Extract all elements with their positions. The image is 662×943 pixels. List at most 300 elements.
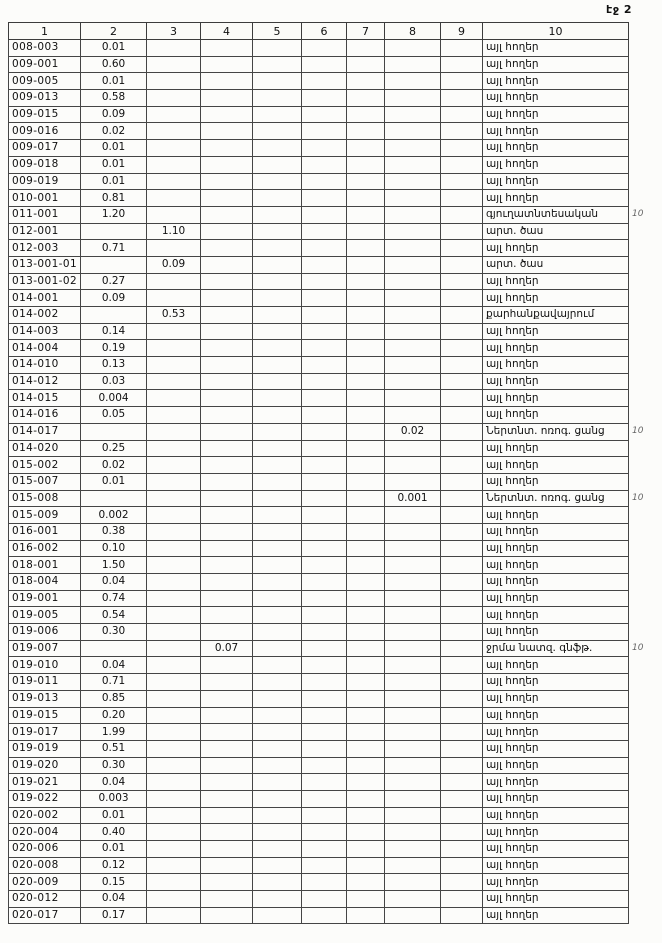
empty-cell [201,56,253,73]
area-value-cell: 0.54 [81,607,147,624]
land-parcel-table [8,22,655,924]
empty-cell [441,323,483,340]
empty-cell [201,807,253,824]
area-value-cell: 0.60 [81,56,147,73]
empty-cell [302,240,347,257]
empty-cell [385,123,441,140]
empty-cell [201,206,253,223]
empty-cell [201,357,253,374]
empty-cell [302,824,347,841]
area-value-cell: 0.17 [81,907,147,924]
margin-note [629,123,655,140]
area-value-cell: 0.004 [81,390,147,407]
empty-cell [385,574,441,591]
land-type-label-cell: այլ հողեր [483,73,629,90]
empty-cell [385,273,441,290]
parcel-code-cell: 014-010 [9,357,81,374]
empty-cell [385,206,441,223]
empty-cell [441,874,483,891]
empty-cell [441,790,483,807]
table-row [9,574,655,591]
empty-cell [147,574,201,591]
empty-cell [201,73,253,90]
empty-cell [441,206,483,223]
empty-cell [302,891,347,908]
empty-cell [253,540,302,557]
land-type-label-cell: այլ հողեր [483,507,629,524]
empty-cell [441,824,483,841]
empty-cell [302,123,347,140]
empty-cell [441,841,483,858]
table-row [9,557,655,574]
area-value-cell: 0.12 [81,857,147,874]
parcel-code-cell: 009-013 [9,90,81,107]
empty-cell [302,40,347,57]
empty-cell [147,90,201,107]
margin-note [629,574,655,591]
empty-cell [302,557,347,574]
empty-cell [441,56,483,73]
table-row [9,690,655,707]
empty-cell [347,807,385,824]
land-type-label-cell: այլ հողեր [483,674,629,691]
margin-note [629,724,655,741]
margin-note [629,790,655,807]
land-type-label-cell: արտ. ծաս [483,223,629,240]
empty-cell [385,307,441,324]
empty-cell [253,40,302,57]
table-row [9,90,655,107]
area-value-cell: 0.09 [147,256,201,273]
empty-cell [441,490,483,507]
empty-cell [347,657,385,674]
table-row [9,340,655,357]
parcel-code-cell: 020-009 [9,874,81,891]
table-row [9,774,655,791]
area-value-cell: 0.01 [81,841,147,858]
empty-cell [302,307,347,324]
empty-cell [441,557,483,574]
margin-note [629,624,655,641]
empty-cell [201,156,253,173]
area-value-cell: 0.15 [81,874,147,891]
empty-cell [253,757,302,774]
empty-cell [302,323,347,340]
empty-cell [147,557,201,574]
empty-cell [347,140,385,157]
parcel-code-cell: 019-001 [9,590,81,607]
empty-cell [441,624,483,641]
empty-cell [385,807,441,824]
empty-cell [441,574,483,591]
empty-cell [441,340,483,357]
area-value-cell: 0.001 [385,490,441,507]
margin-note [629,357,655,374]
empty-cell [201,857,253,874]
empty-cell [347,841,385,858]
empty-cell [441,724,483,741]
table-row [9,323,655,340]
empty-cell [385,874,441,891]
empty-cell [385,156,441,173]
empty-cell [147,323,201,340]
empty-cell [253,607,302,624]
parcel-code-cell: 013-001-02 [9,273,81,290]
land-type-label-cell: այլ հողեր [483,106,629,123]
empty-cell [302,190,347,207]
empty-cell [147,40,201,57]
empty-cell [302,690,347,707]
column-header: 3 [147,23,201,40]
empty-cell [201,40,253,57]
empty-cell [253,123,302,140]
empty-cell [385,457,441,474]
empty-cell [347,507,385,524]
parcel-code-cell: 009-005 [9,73,81,90]
land-type-label-cell: այլ հողեր [483,807,629,824]
empty-cell [201,173,253,190]
empty-cell [385,323,441,340]
area-value-cell: 0.20 [81,707,147,724]
empty-cell [441,757,483,774]
empty-cell [253,407,302,424]
empty-cell [201,607,253,624]
margin-note [629,340,655,357]
table-row [9,40,655,57]
empty-cell [147,891,201,908]
parcel-code-cell: 010-001 [9,190,81,207]
empty-cell [385,190,441,207]
empty-cell [147,674,201,691]
land-type-label-cell: այլ հողեր [483,574,629,591]
area-value-cell: 0.04 [81,657,147,674]
empty-cell [347,473,385,490]
empty-cell [441,123,483,140]
land-type-label-cell: քարհանքավայրում [483,307,629,324]
table-row [9,206,655,223]
empty-cell [253,106,302,123]
empty-cell [302,140,347,157]
empty-cell [147,340,201,357]
land-type-label-cell: այլ հողեր [483,390,629,407]
empty-cell [201,657,253,674]
land-type-label-cell: այլ հողեր [483,140,629,157]
area-value-cell: 0.30 [81,624,147,641]
empty-cell [201,457,253,474]
empty-cell [441,156,483,173]
column-header: 10 [483,23,629,40]
table-row [9,841,655,858]
margin-note [629,757,655,774]
parcel-code-cell: 019-019 [9,740,81,757]
parcel-code-cell: 020-006 [9,841,81,858]
empty-cell [347,457,385,474]
parcel-code-cell: 014-017 [9,423,81,440]
land-type-label-cell: այլ հողեր [483,874,629,891]
empty-cell [347,757,385,774]
land-type-label-cell: այլ հողեր [483,290,629,307]
margin-note [629,373,655,390]
land-type-label-cell: այլ հողեր [483,774,629,791]
empty-cell [147,757,201,774]
empty-cell [147,106,201,123]
empty-cell [441,390,483,407]
empty-cell [385,56,441,73]
empty-cell [441,373,483,390]
table-row [9,457,655,474]
empty-cell [385,440,441,457]
area-value-cell: 0.01 [81,140,147,157]
margin-note [629,106,655,123]
land-type-label-cell: Ներտնտ. ոռոգ. ցանց [483,490,629,507]
empty-cell [441,807,483,824]
area-value-cell: 0.14 [81,323,147,340]
margin-note [629,674,655,691]
empty-cell [253,423,302,440]
empty-cell [347,240,385,257]
empty-cell [147,707,201,724]
parcel-code-cell: 020-004 [9,824,81,841]
parcel-code-cell: 009-016 [9,123,81,140]
table-row [9,373,655,390]
empty-cell [347,907,385,924]
empty-cell [253,640,302,657]
table-row [9,590,655,607]
empty-cell [347,640,385,657]
empty-cell [201,106,253,123]
area-value-cell: 0.38 [81,523,147,540]
empty-cell [201,790,253,807]
empty-cell [441,423,483,440]
table-row [9,857,655,874]
empty-cell [347,373,385,390]
empty-cell [201,891,253,908]
land-type-label-cell: այլ հողեր [483,607,629,624]
empty-cell [302,407,347,424]
empty-cell [253,841,302,858]
parcel-code-cell: 014-004 [9,340,81,357]
empty-cell [347,223,385,240]
empty-cell [201,724,253,741]
empty-cell [385,824,441,841]
empty-cell [385,640,441,657]
parcel-code-cell: 009-015 [9,106,81,123]
empty-cell [147,123,201,140]
empty-cell [253,724,302,741]
empty-cell [441,290,483,307]
empty-cell [385,523,441,540]
empty-cell [347,790,385,807]
land-type-label-cell: այլ հողեր [483,173,629,190]
area-value-cell: 0.58 [81,90,147,107]
empty-cell [201,757,253,774]
empty-cell [302,874,347,891]
empty-cell [147,523,201,540]
empty-cell [302,640,347,657]
empty-cell [147,206,201,223]
table-row [9,674,655,691]
parcel-code-cell: 014-012 [9,373,81,390]
empty-cell [302,357,347,374]
land-type-label-cell: գյուղատնտեսական [483,206,629,223]
empty-cell [302,574,347,591]
parcel-code-cell: 008-003 [9,40,81,57]
land-type-label-cell: այլ հողեր [483,907,629,924]
empty-cell [347,273,385,290]
empty-cell [201,540,253,557]
land-type-label-cell: այլ հողեր [483,857,629,874]
empty-cell [441,440,483,457]
empty-cell [302,790,347,807]
area-value-cell: 0.04 [81,891,147,908]
empty-cell [201,407,253,424]
empty-cell [347,624,385,641]
empty-cell [147,473,201,490]
empty-cell [253,273,302,290]
empty-cell [147,73,201,90]
empty-cell [201,574,253,591]
empty-cell [441,357,483,374]
land-type-label-cell: այլ հողեր [483,90,629,107]
empty-cell [385,407,441,424]
empty-cell [147,824,201,841]
empty-cell [147,56,201,73]
empty-cell [147,590,201,607]
area-value-cell: 0.07 [201,640,253,657]
empty-cell [385,473,441,490]
parcel-code-cell: 015-009 [9,507,81,524]
margin-note [629,841,655,858]
empty-cell [347,490,385,507]
empty-cell [147,373,201,390]
empty-cell [253,891,302,908]
empty-cell [302,674,347,691]
empty-cell [147,273,201,290]
table-row [9,123,655,140]
margin-note [629,256,655,273]
parcel-code-cell: 014-016 [9,407,81,424]
margin-note [629,40,655,57]
empty-cell [385,740,441,757]
table-row [9,523,655,540]
empty-cell [253,874,302,891]
land-type-label-cell: արտ. ծաս [483,256,629,273]
area-value-cell: 0.10 [81,540,147,557]
empty-cell [302,390,347,407]
empty-cell [302,373,347,390]
empty-cell [347,724,385,741]
empty-cell [147,457,201,474]
empty-cell [201,240,253,257]
empty-cell [201,90,253,107]
land-type-label-cell: այլ հողեր [483,624,629,641]
empty-cell [201,523,253,540]
empty-cell [385,173,441,190]
land-type-label-cell: այլ հողեր [483,373,629,390]
empty-cell [441,640,483,657]
empty-cell [302,507,347,524]
area-value-cell: 0.002 [81,507,147,524]
empty-cell [147,290,201,307]
land-type-label-cell: այլ հողեր [483,340,629,357]
parcel-code-cell: 019-010 [9,657,81,674]
column-header: 6 [302,23,347,40]
empty-cell [253,56,302,73]
margin-note [629,273,655,290]
empty-cell [347,390,385,407]
land-type-label-cell: այլ հողեր [483,891,629,908]
empty-cell [385,557,441,574]
empty-cell [347,256,385,273]
empty-cell [81,640,147,657]
table-row [9,407,655,424]
parcel-code-cell: 019-017 [9,724,81,741]
table-row [9,607,655,624]
area-value-cell: 0.03 [81,373,147,390]
area-value-cell: 0.13 [81,357,147,374]
empty-cell [347,590,385,607]
empty-cell [385,674,441,691]
land-type-label-cell: այլ հողեր [483,457,629,474]
empty-cell [147,156,201,173]
empty-cell [253,140,302,157]
empty-cell [147,724,201,741]
margin-note [629,440,655,457]
empty-cell [385,757,441,774]
empty-cell [347,290,385,307]
empty-cell [253,707,302,724]
empty-cell [302,457,347,474]
land-type-label-cell: այլ հողեր [483,156,629,173]
empty-cell [253,206,302,223]
empty-cell [253,557,302,574]
empty-cell [385,340,441,357]
margin-note [629,557,655,574]
column-header: 7 [347,23,385,40]
margin-note [629,740,655,757]
parcel-code-cell: 014-001 [9,290,81,307]
land-type-label-cell: այլ հողեր [483,740,629,757]
table-row [9,490,655,507]
empty-cell [302,724,347,741]
area-value-cell: 1.20 [81,206,147,223]
land-type-label-cell: այլ հողեր [483,790,629,807]
margin-note [629,240,655,257]
empty-cell [441,607,483,624]
empty-cell [253,807,302,824]
empty-cell [201,907,253,924]
land-type-label-cell: այլ հողեր [483,657,629,674]
empty-cell [253,73,302,90]
area-value-cell: 1.50 [81,557,147,574]
land-type-label-cell: Ներտնտ. ոռոգ. ցանց [483,423,629,440]
area-value-cell: 0.003 [81,790,147,807]
empty-cell [385,774,441,791]
parcel-code-cell: 019-005 [9,607,81,624]
empty-cell [441,223,483,240]
margin-note [629,874,655,891]
empty-cell [347,106,385,123]
table-row [9,440,655,457]
empty-cell [201,674,253,691]
table-row [9,190,655,207]
empty-cell [147,407,201,424]
empty-cell [385,891,441,908]
empty-cell [81,307,147,324]
empty-cell [147,490,201,507]
empty-cell [441,657,483,674]
land-type-label-cell: այլ հողեր [483,757,629,774]
